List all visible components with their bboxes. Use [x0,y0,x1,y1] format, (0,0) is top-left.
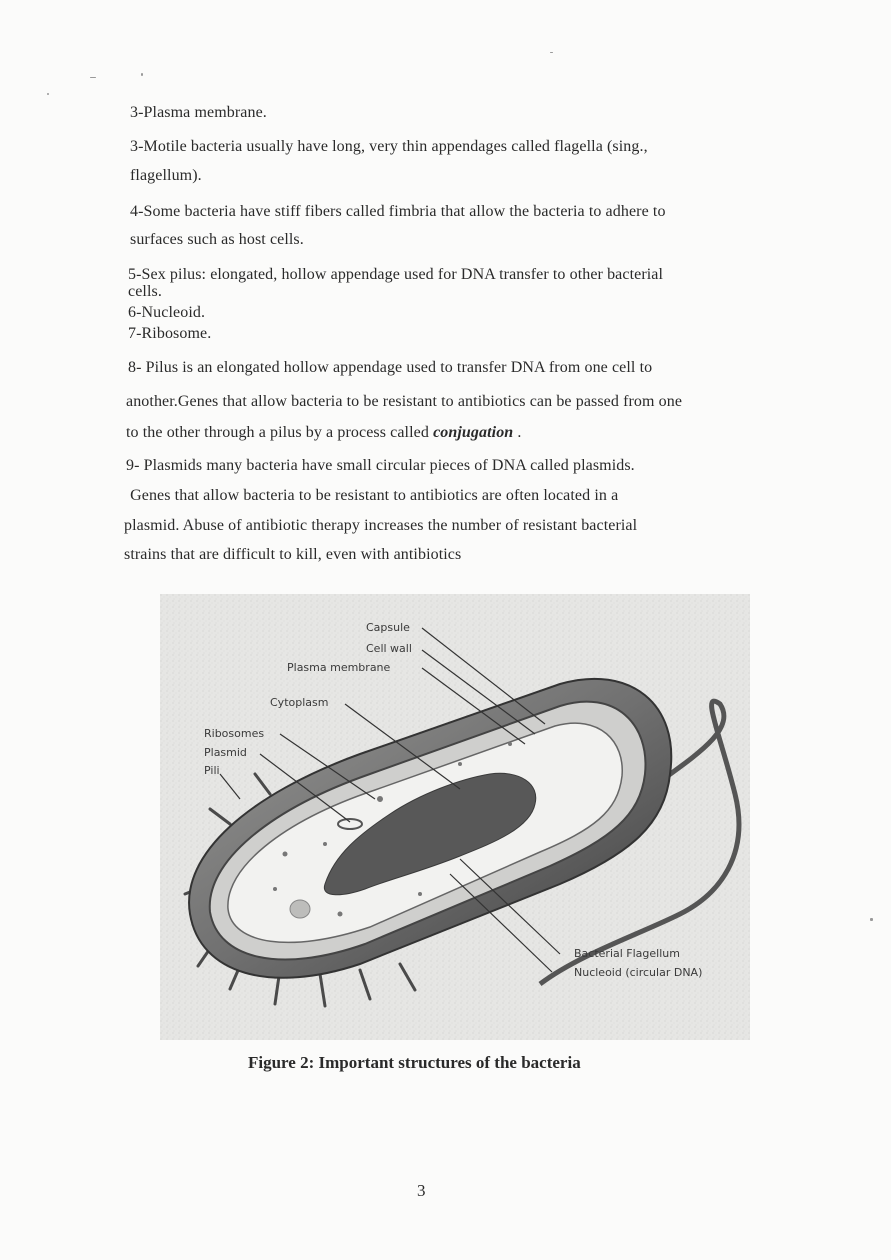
bacterium-figure [160,594,750,1040]
label-capsule: Capsule [366,621,410,634]
label-nucleoid: Nucleoid (circular DNA) [574,966,703,979]
label-plasma-membrane: Plasma membrane [287,661,391,674]
label-ribosomes: Ribosomes [204,727,265,740]
label-cell-wall: Cell wall [366,642,412,655]
page-number: 3 [417,1181,426,1200]
text-line: 8- Pilus is an elongated hollow appendage used to transfer DNA from one cell to [128,359,653,376]
scan-speck [90,77,96,78]
text-line: 5-Sex pilus: elongated, hollow appendage used for DNA transfer to other bacterial [128,266,664,283]
conjugation-term: conjugation [433,424,514,441]
bacterium-diagram [160,594,750,1040]
text-line-part: to the other through a pilus by a process called [126,424,429,441]
text-line-part: . [517,424,522,441]
text-line: 7-Ribosome. [128,325,212,342]
text-line: 3-Plasma membrane. [130,104,267,121]
text-line: plasmid. Abuse of antibiotic therapy increases the number of resistant bacterial [124,517,638,534]
text-line: 6-Nucleoid. [128,304,206,321]
figure-caption: Figure 2: Important structures of the bacteria [248,1053,581,1072]
text-line: cells. [128,283,162,300]
vacuole-shape [290,900,310,918]
text-line [126,424,522,442]
scan-speck [550,52,553,53]
text-line: 3-Motile bacteria usually have long, very thin appendages called flagella (sing., [130,138,648,155]
scan-speck [870,918,873,921]
label-plasmid: Plasmid [204,746,247,759]
label-pili: Pili [204,764,220,777]
text-line: flagellum). [130,167,202,184]
label-cytoplasm: Cytoplasm [270,696,329,709]
text-line: Genes that allow bacteria to be resistant to antibiotics are often located in a [126,487,619,504]
text-line: strains that are difficult to kill, even with antibiotics [124,546,462,563]
label-flagellum: Bacterial Flagellum [574,947,680,960]
scan-speck [47,93,49,95]
scan-speck [141,73,143,76]
text-line: 4-Some bacteria have stiff fibers called fimbria that allow the bacteria to adhere to [130,203,666,220]
text-line: another.Genes that allow bacteria to be resistant to antibiotics can be passed from one [126,393,683,410]
text-line: surfaces such as host cells. [130,231,304,248]
text-line: 9- Plasmids many bacteria have small circular pieces of DNA called plasmids. [126,457,635,474]
